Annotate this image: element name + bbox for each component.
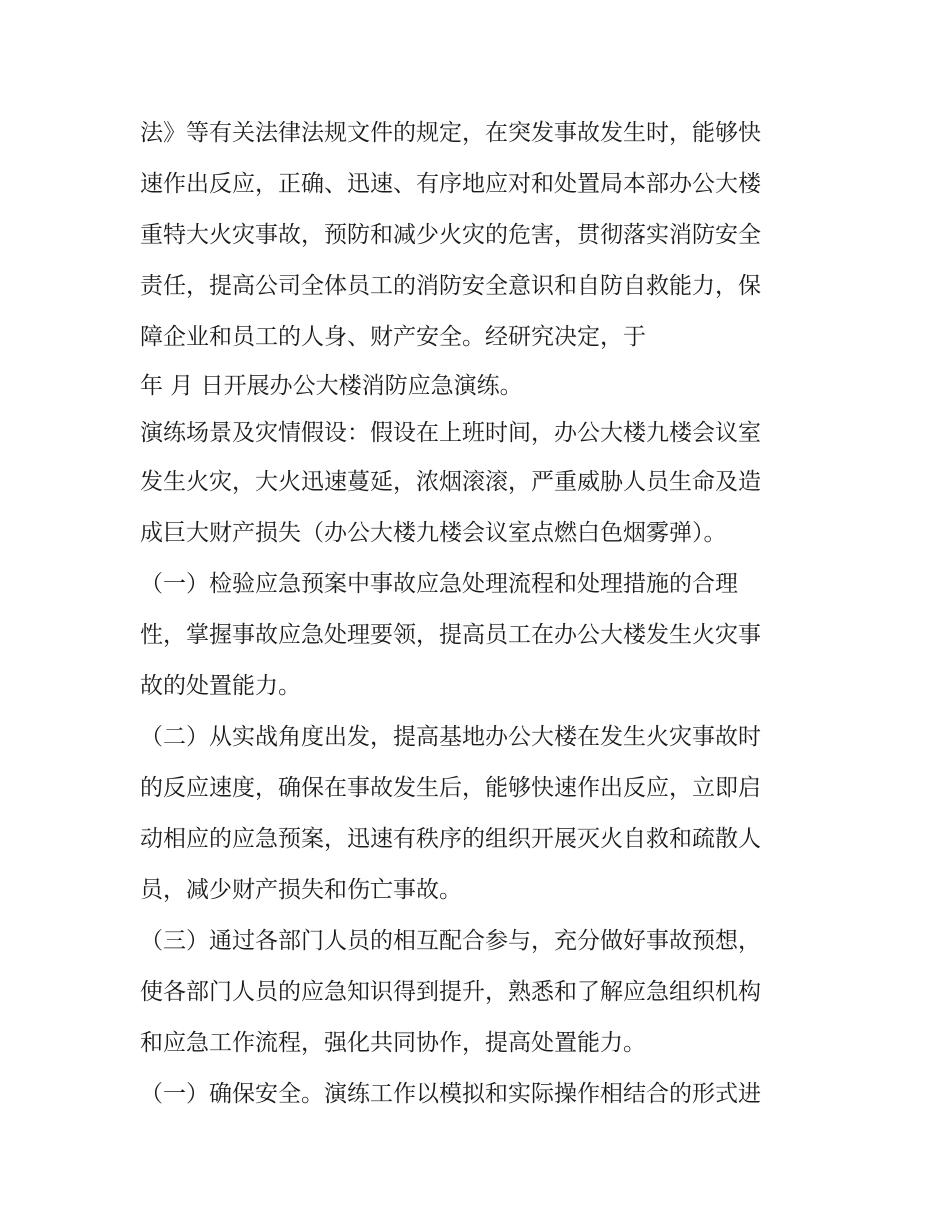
text-line: 法》等有关法律法规文件的规定，在突发事故发生时，能够快 [140,120,761,146]
text-line: 演练场景及灾情假设：假设在上班时间，办公大楼九楼会议室 [140,420,761,446]
text-line: 重特大火灾事故，预防和减少火灾的危害，贯彻落实消防安全 [140,222,761,248]
text-line: 动相应的应急预案，迅速有秩序的组织开展灭火自救和疏散人 [140,826,761,852]
text-line: 障企业和员工的人身、财产安全。经研究决定，于 [140,324,646,350]
text-line: 责任，提高公司全体员工的消防安全意识和自防自救能力，保 [140,273,761,299]
text-line: 的反应速度，确保在事故发生后，能够快速作出反应，立即启 [140,775,761,801]
text-line: 员，减少财产损失和伤亡事故。 [140,877,462,903]
text-line: （二）从实战角度出发，提高基地办公大楼在发生火灾事故时 [140,724,761,750]
text-line: 使各部门人员的应急知识得到提升，熟悉和了解应急组织机构 [140,979,761,1005]
text-line: 成巨大财产损失（办公大楼九楼会议室点燃白色烟雾弹）。 [140,520,727,546]
text-line: 性，掌握事故应急处理要领，提高员工在办公大楼发生火灾事 [140,622,761,648]
text-line: （三）通过各部门人员的相互配合参与，充分做好事故预想， [140,928,761,954]
text-line: （一）确保安全。演练工作以模拟和实际操作相结合的形式进 [140,1081,761,1107]
text-line: 速作出反应，正确、迅速、有序地应对和处置局本部办公大楼 [140,171,761,197]
text-line: 年 月 日开展办公大楼消防应急演练。 [140,373,523,399]
text-line: 和应急工作流程，强化共同协作，提高处置能力。 [140,1030,646,1056]
text-line: 故的处置能力。 [140,673,301,699]
text-line: （一）检验应急预案中事故应急处理流程和处理措施的合理 [140,571,738,597]
text-line: 发生火灾，大火迅速蔓延，浓烟滚滚，严重威胁人员生命及造 [140,469,761,495]
document-body [140,108,830,1120]
